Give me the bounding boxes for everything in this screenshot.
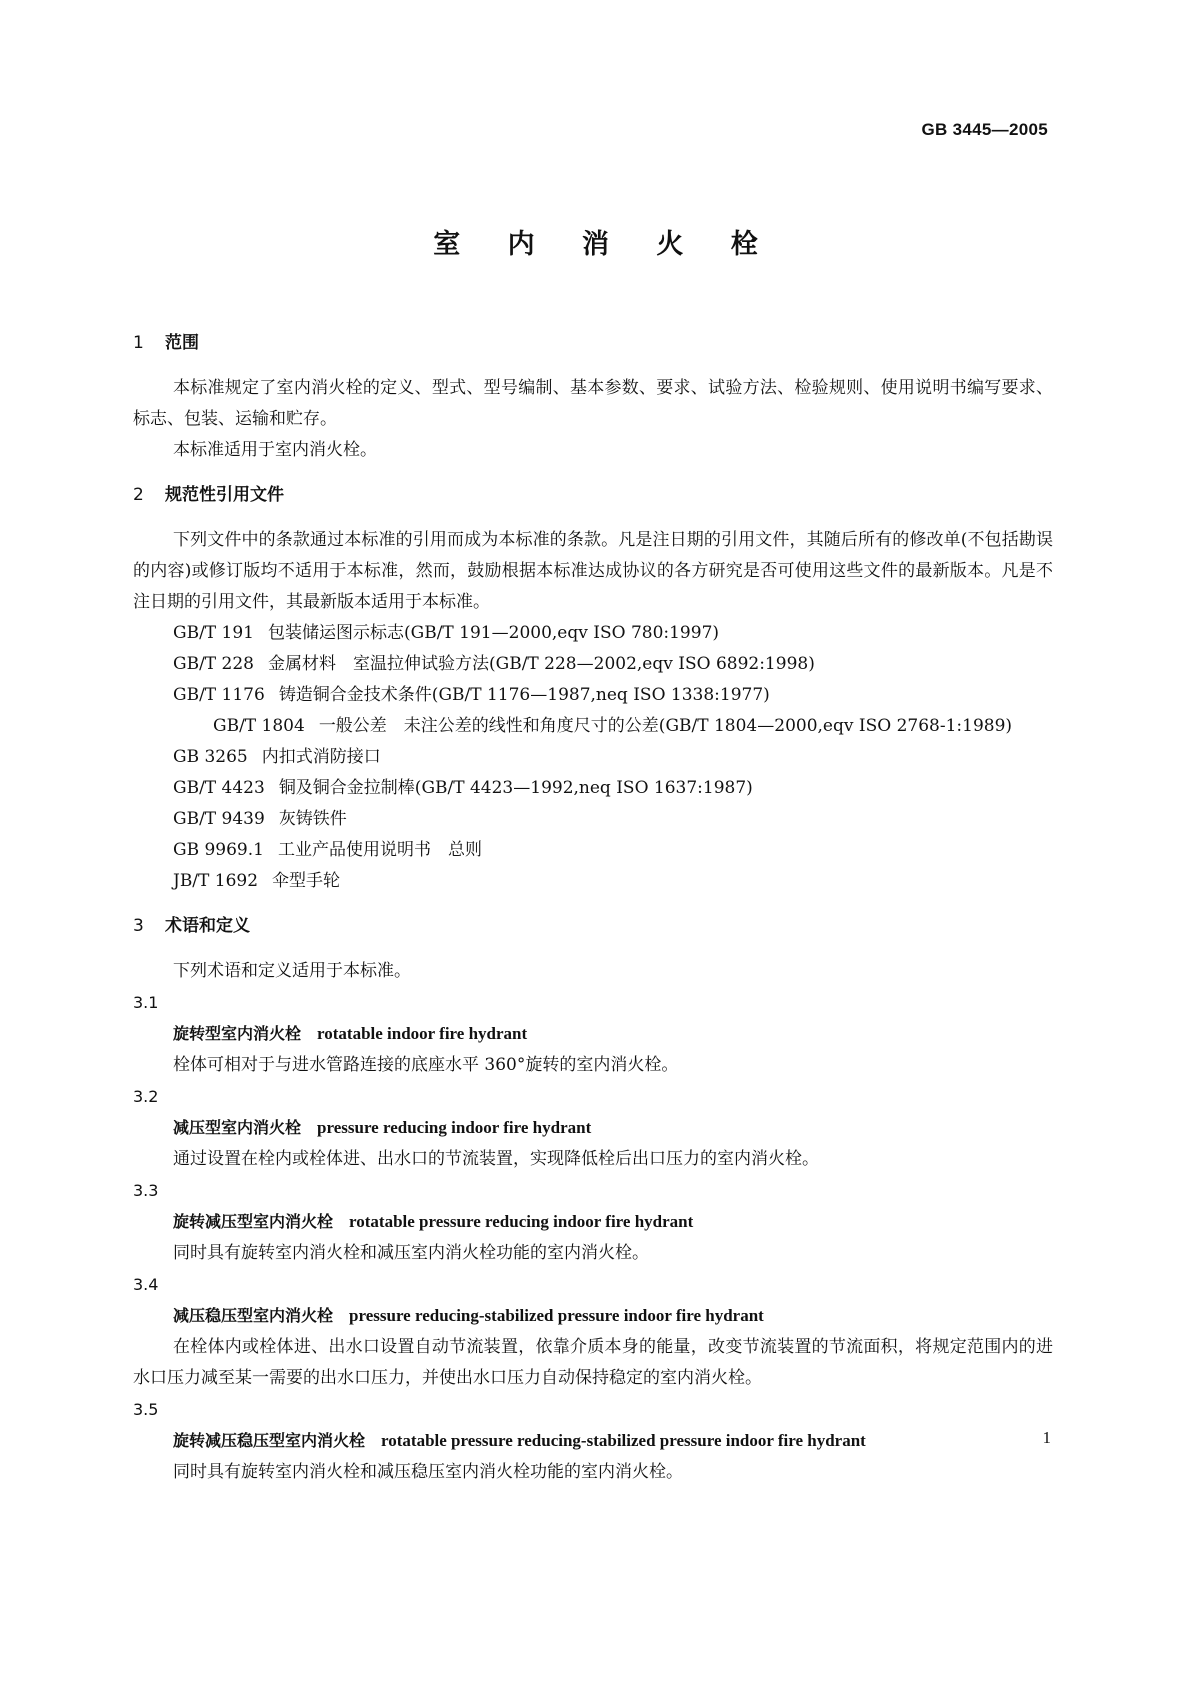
reference-title: 包装储运图示标志(GB/T 191—2000,eqv ISO 780:1997) — [268, 623, 720, 643]
reference-code: GB/T 1804 — [213, 716, 305, 736]
paragraph: 下列术语和定义适用于本标准。 — [173, 961, 411, 981]
reference-item — [133, 680, 1053, 711]
term-title — [133, 1018, 1053, 1050]
term-name-en: rotatable indoor fire hydrant — [317, 1024, 528, 1043]
term-number: 3.1 — [133, 993, 159, 1012]
reference-title: 铜及铜合金拉制棒(GB/T 4423—1992,neq ISO 1637:1987) — [278, 778, 753, 798]
reference-code: GB 3265 — [173, 747, 248, 767]
reference-item — [133, 649, 1053, 680]
term-name-zh: 减压稳压型室内消火栓 — [173, 1306, 334, 1325]
term-number: 3.5 — [133, 1400, 159, 1419]
term-name-en: rotatable pressure reducing-stabilized pressure indoor fire hydrant — [381, 1431, 866, 1450]
term-name-zh: 旋转减压稳压型室内消火栓 — [173, 1431, 366, 1450]
term-number: 3.2 — [133, 1087, 159, 1106]
page-number: 1 — [1042, 1428, 1051, 1447]
reference-item — [133, 773, 1053, 804]
reference-title: 一般公差 未注公差的线性和角度尺寸的公差(GB/T 1804—2000,eqv ISO 2768-1:1989) — [318, 716, 1013, 736]
term-number: 3.3 — [133, 1181, 159, 1200]
term-name-en: pressure reducing indoor fire hydrant — [317, 1118, 592, 1137]
reference-item — [133, 618, 1053, 649]
term-definition: 通过设置在栓内或栓体进、出水口的节流装置，实现降低栓后出口压力的室内消火栓。 — [173, 1149, 819, 1169]
reference-title: 铸造铜合金技术条件(GB/T 1176—1987,neq ISO 1338:1977) — [278, 685, 770, 705]
reference-item — [133, 835, 1053, 866]
section-number: 2 — [133, 485, 144, 505]
term-name-zh: 减压型室内消火栓 — [173, 1118, 302, 1137]
term-definition: 栓体可相对于与进水管路连接的底座水平 360°旋转的室内消火栓。 — [173, 1055, 679, 1075]
reference-item — [133, 742, 1053, 773]
term-title — [133, 1425, 1053, 1457]
reference-code: GB/T 228 — [173, 654, 254, 674]
term-definition: 在栓体内或栓体进、出水口设置自动节流装置，依靠介质本身的能量，改变节流装置的节流面积，将规定范围内的进水口压力减至某一需要的出水口压力，并使出水口压力自动保持稳定的室内消火栓。 — [133, 1337, 1053, 1388]
standard-code: GB 3445—2005 — [921, 120, 1048, 139]
term-title — [133, 1300, 1053, 1332]
section-title: 范围 — [165, 333, 199, 353]
section-title: 规范性引用文件 — [165, 485, 284, 505]
term-name-zh: 旋转型室内消火栓 — [173, 1024, 302, 1043]
reference-code: GB 9969.1 — [173, 840, 264, 860]
reference-code: GB/T 191 — [173, 623, 254, 643]
reference-code: GB/T 1176 — [173, 685, 265, 705]
term-name-en: rotatable pressure reducing indoor fire hydrant — [349, 1212, 694, 1231]
term-title — [133, 1206, 1053, 1238]
term-title — [133, 1112, 1053, 1144]
section-2-heading — [133, 480, 1053, 511]
reference-title: 金属材料 室温拉伸试验方法(GB/T 228—2002,eqv ISO 6892:1998) — [268, 654, 815, 674]
term-name-en: pressure reducing-stabilized pressure indoor fire hydrant — [349, 1306, 764, 1325]
term-number: 3.4 — [133, 1275, 159, 1294]
reference-title: 内扣式消防接口 — [261, 747, 381, 767]
reference-code: GB/T 9439 — [173, 809, 265, 829]
reference-item — [133, 866, 1053, 897]
section-3-heading — [133, 911, 1053, 942]
reference-title: 工业产品使用说明书 总则 — [277, 840, 482, 860]
reference-item — [133, 804, 1053, 835]
term-definition: 同时具有旋转室内消火栓和减压稳压室内消火栓功能的室内消火栓。 — [173, 1462, 683, 1482]
paragraph: 本标准适用于室内消火栓。 — [173, 440, 377, 460]
paragraph: 本标准规定了室内消火栓的定义、型式、型号编制、基本参数、要求、试验方法、检验规则、使用说明书编写要求、标志、包装、运输和贮存。 — [133, 378, 1053, 429]
reference-code: JB/T 1692 — [173, 871, 259, 891]
reference-title: 伞型手轮 — [272, 871, 341, 891]
term-name-zh: 旋转减压型室内消火栓 — [173, 1212, 334, 1231]
paragraph: 下列文件中的条款通过本标准的引用而成为本标准的条款。凡是注日期的引用文件，其随后所有的修改单(不包括勘误的内容)或修订版均不适用于本标准，然而，鼓励根据本标准达成协议的各方研究是否可使用这些文件的最新版本。凡是不注日期的引用文件，其最新版本适用于本标准。 — [133, 530, 1053, 612]
section-number: 1 — [133, 333, 144, 353]
document-title: 室 内 消 火 栓 — [433, 229, 777, 260]
reference-item — [133, 711, 1053, 742]
section-1-heading — [133, 328, 1053, 359]
term-definition: 同时具有旋转室内消火栓和减压室内消火栓功能的室内消火栓。 — [173, 1243, 649, 1263]
reference-code: GB/T 4423 — [173, 778, 265, 798]
section-number: 3 — [133, 916, 144, 936]
document-body — [133, 328, 1053, 1488]
section-title: 术语和定义 — [165, 916, 250, 936]
reference-title: 灰铸铁件 — [278, 809, 347, 829]
